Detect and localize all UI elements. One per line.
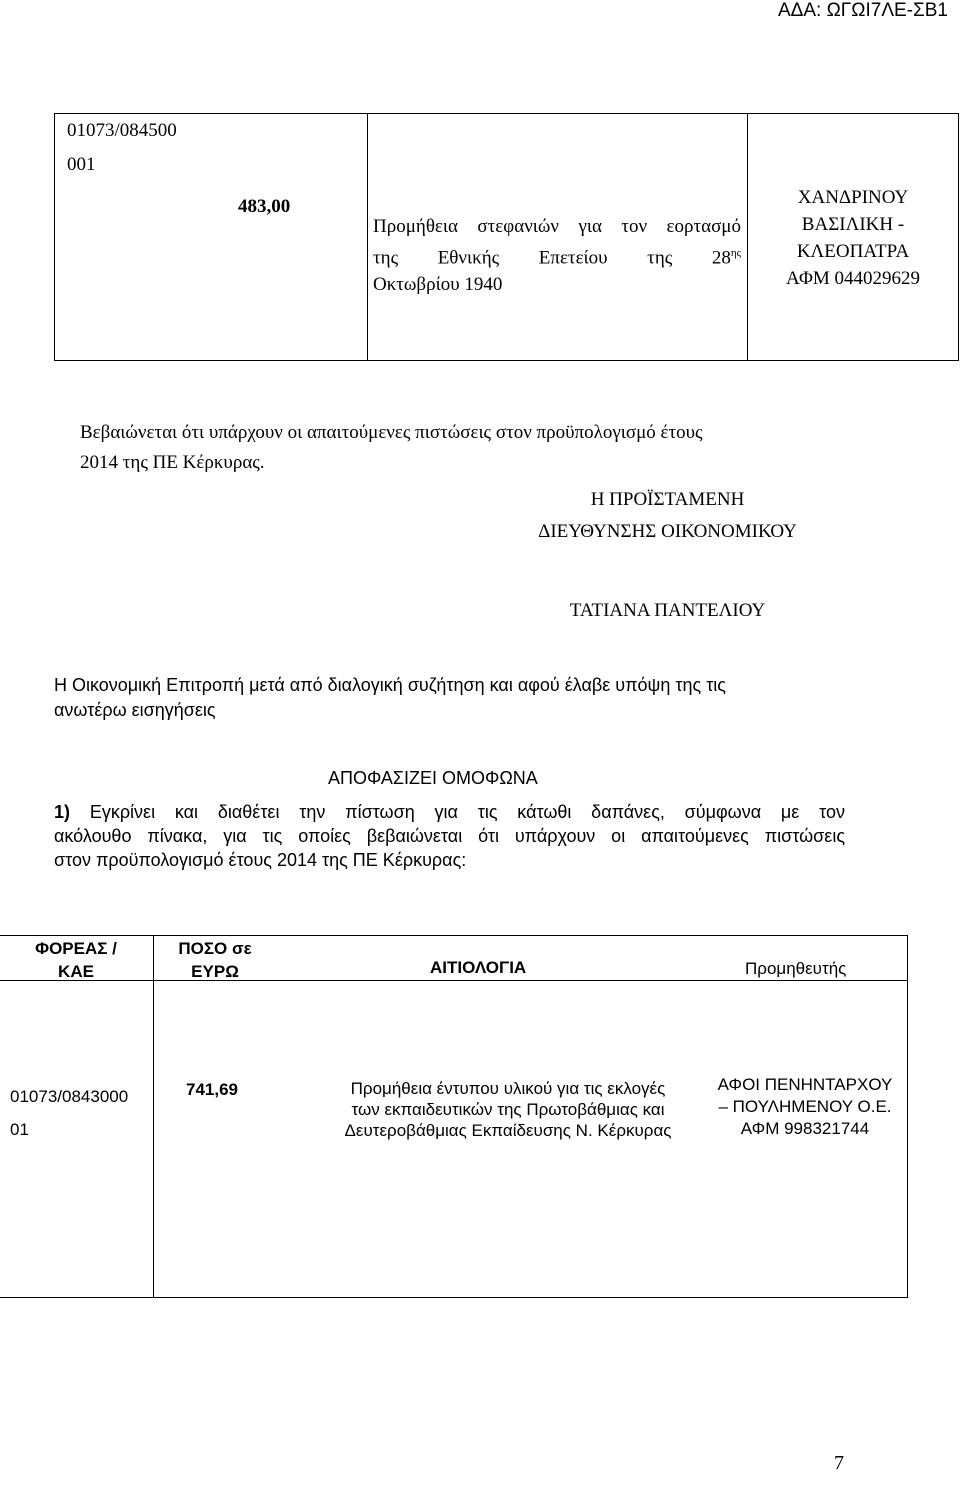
row-account-code [10, 1085, 128, 1142]
purpose-text [373, 213, 741, 298]
column-divider [153, 936, 154, 1297]
ada-code: ΑΔΑ: ΩΓΩΙ7ΛΕ-ΣΒ1 [778, 0, 948, 21]
decision-text [54, 800, 845, 872]
header-col4: Προμηθευτής [745, 959, 847, 978]
committee-line: Η Οικονομική Επιτροπή μετά από διαλογική συζήτηση και αφού έλαβε υπόψη της τις [54, 675, 726, 695]
header-col3: ΑΙΤΙΟΛΟΓΙΑ [430, 958, 527, 977]
signatory-title-line: Η ΠΡΟΪΣΤΑΜΕΝΗ [590, 489, 745, 510]
purpose-line: Προμήθεια στεφανιών για τον εορτασμό [373, 216, 741, 237]
supplier-line: ΒΑΣΙΛΙΚΗ - [801, 214, 905, 235]
header-col1-line: ΦΟΡΕΑΣ / [35, 939, 117, 958]
row-code-line: 01 [10, 1120, 29, 1139]
column-divider [367, 114, 368, 360]
supplier-line: ΧΑΝΔΡΙΝΟΥ [797, 187, 909, 208]
account-code-line2: 001 [67, 154, 96, 175]
row-purpose-line: Δευτεροβάθμιας Εκπαίδευσης Ν. Κέρκυρας [344, 1121, 672, 1140]
certification-line: 2014 της ΠΕ Κέρκυρας. [80, 452, 265, 473]
page-number: 7 [834, 1452, 844, 1474]
purpose-line: Οκτωβρίου 1940 [373, 274, 503, 296]
decision-line: στον προϋπολογισμό έτους 2014 της ΠΕ Κέρκυρας: [54, 850, 467, 870]
superscript-suffix: ης [730, 247, 741, 259]
decision-heading: ΑΠΟΦΑΣΙΖΕΙ ΟΜΟΦΩΝΑ [328, 768, 538, 788]
supplier-block [748, 184, 958, 292]
row-purpose-line: των εκπαιδευτικών της Πρωτοβάθμιας και [351, 1100, 665, 1119]
header-col2-line: ΠΟΣΟ σε [178, 939, 252, 958]
item-number: 1) [54, 802, 71, 822]
row-purpose [318, 1078, 698, 1141]
signatory-title-line: ΔΙΕΥΘΥΝΣΗΣ ΟΙΚΟΝΟΜΙΚΟΥ [538, 521, 797, 542]
header-col1 [28, 937, 124, 983]
header-col2 [170, 937, 260, 983]
signatory-name: ΤΑΤΙΑΝΑ ΠΑΝΤΕΛΙΟΥ [569, 600, 766, 621]
committee-text [54, 673, 726, 723]
row-supplier-line: ΑΦΜ 998321744 [740, 1119, 870, 1138]
committee-line: ανωτέρω εισηγήσεις [54, 700, 216, 720]
purpose-line: της Εθνικής Επετείου της 28 [373, 247, 731, 269]
certification-text [80, 418, 703, 478]
header-col2-line: ΕΥΡΩ [191, 962, 239, 981]
row-supplier-line: – ΠΟΥΛΗΜΕΝΟΥ Ο.Ε. [718, 1097, 892, 1116]
header-col1-line: ΚΑΕ [58, 962, 94, 981]
supplier-line: ΑΦΜ 044029629 [786, 268, 920, 289]
account-code-line1: 01073/084500 [67, 120, 177, 141]
row-supplier [700, 1074, 910, 1140]
header-divider [0, 980, 907, 981]
row-amount: 741,69 [186, 1080, 238, 1099]
row-supplier-line: ΑΦΟΙ ΠΕΝΗΝΤΑΡΧΟΥ [717, 1075, 893, 1094]
supplier-line: ΚΛΕΟΠΑΤΡΑ [796, 241, 910, 262]
signatory-title [400, 484, 935, 548]
certification-line: Βεβαιώνεται ότι υπάρχουν οι απαιτούμενες πιστώσεις στον προϋπολογισμό έτους [80, 422, 703, 443]
decision-line: ακόλουθο πίνακα, για τις οποίες βεβαιώνεται ότι υπάρχουν οι απαιτούμενες πιστώσεις [54, 826, 845, 846]
row-purpose-line: Προμήθεια έντυπου υλικού για τις εκλογές [350, 1079, 666, 1098]
amount: 483,00 [238, 196, 291, 217]
row-code-line: 01073/0843000 [10, 1087, 129, 1106]
decision-line: Εγκρίνει και διαθέτει την πίστωση για τις κάτωθι δαπάνες, σύμφωνα με τον [89, 802, 845, 822]
